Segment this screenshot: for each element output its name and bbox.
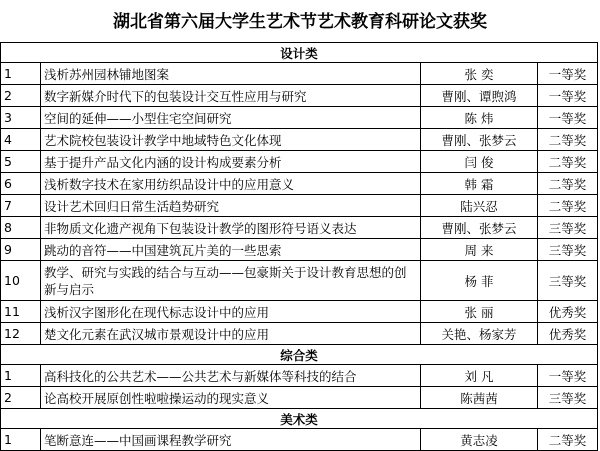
table-row xyxy=(1,429,598,451)
author-name: 陈茜茜 xyxy=(421,387,538,409)
author-name: 韩 霜 xyxy=(421,173,538,195)
author-name: 曹刚、谭煦鸿 xyxy=(421,85,538,107)
prize-level: 一等奖 xyxy=(538,85,598,107)
row-number: 8 xyxy=(1,217,41,239)
row-number: 10 xyxy=(1,261,41,301)
table-row xyxy=(1,195,598,217)
table-row xyxy=(1,85,598,107)
author-name: 关艳、杨家芳 xyxy=(421,323,538,345)
row-number: 1 xyxy=(1,63,41,85)
table-row xyxy=(1,323,598,345)
prize-level: 二等奖 xyxy=(538,129,598,151)
row-number: 7 xyxy=(1,195,41,217)
paper-title: 数字新媒介时代下的包装设计交互性应用与研究 xyxy=(41,85,421,107)
paper-title: 高科技化的公共艺术——公共艺术与新媒体等科技的结合 xyxy=(41,365,421,387)
row-number: 2 xyxy=(1,387,41,409)
table-row xyxy=(1,173,598,195)
row-number: 1 xyxy=(1,429,41,451)
prize-level: 优秀奖 xyxy=(538,323,598,345)
row-number: 3 xyxy=(1,107,41,129)
author-name: 周 来 xyxy=(421,239,538,261)
prize-level: 二等奖 xyxy=(538,429,598,451)
section-header-row xyxy=(1,345,598,365)
table-row xyxy=(1,107,598,129)
paper-title: 浅析苏州园林铺地图案 xyxy=(41,63,421,85)
table-row xyxy=(1,301,598,323)
paper-title: 空间的延伸——小型住宅空间研究 xyxy=(41,107,421,129)
row-number: 2 xyxy=(1,85,41,107)
row-number: 5 xyxy=(1,151,41,173)
awards-table-body xyxy=(1,43,598,451)
author-name: 陆兴忍 xyxy=(421,195,538,217)
author-name: 黄志凌 xyxy=(421,429,538,451)
table-row xyxy=(1,239,598,261)
paper-title: 浅析汉字图形化在现代标志设计中的应用 xyxy=(41,301,421,323)
row-number: 9 xyxy=(1,239,41,261)
author-name: 张 奕 xyxy=(421,63,538,85)
section-header-row xyxy=(1,409,598,429)
paper-title: 设计艺术回归日常生活趋势研究 xyxy=(41,195,421,217)
prize-level: 优秀奖 xyxy=(538,301,598,323)
section-header-row xyxy=(1,43,598,63)
paper-title: 论高校开展原创性啦啦操运动的现实意义 xyxy=(41,387,421,409)
paper-title: 笔断意连——中国画课程教学研究 xyxy=(41,429,421,451)
section-header: 综合类 xyxy=(1,345,598,365)
paper-title: 浅析数字技术在家用纺织品设计中的应用意义 xyxy=(41,173,421,195)
prize-level: 二等奖 xyxy=(538,173,598,195)
author-name: 陈 炜 xyxy=(421,107,538,129)
row-number: 6 xyxy=(1,173,41,195)
table-row xyxy=(1,151,598,173)
row-number: 11 xyxy=(1,301,41,323)
prize-level: 一等奖 xyxy=(538,63,598,85)
row-number: 1 xyxy=(1,365,41,387)
section-header: 设计类 xyxy=(1,43,598,63)
table-row xyxy=(1,387,598,409)
row-number: 4 xyxy=(1,129,41,151)
prize-level: 三等奖 xyxy=(538,387,598,409)
prize-level: 三等奖 xyxy=(538,217,598,239)
author-name: 曹刚、张梦云 xyxy=(421,129,538,151)
prize-level: 三等奖 xyxy=(538,261,598,301)
paper-title: 艺术院校包装设计教学中地域特色文化体现 xyxy=(41,129,421,151)
table-row xyxy=(1,365,598,387)
prize-level: 一等奖 xyxy=(538,365,598,387)
author-name: 闫 俊 xyxy=(421,151,538,173)
table-row xyxy=(1,261,598,301)
section-header: 美术类 xyxy=(1,409,598,429)
author-name: 刘 凡 xyxy=(421,365,538,387)
paper-title: 基于提升产品文化内涵的设计构成要素分析 xyxy=(41,151,421,173)
table-row xyxy=(1,63,598,85)
page-title: 湖北省第六届大学生艺术节艺术教育科研论文获奖 xyxy=(113,12,487,32)
prize-level: 二等奖 xyxy=(538,195,598,217)
prize-level: 二等奖 xyxy=(538,151,598,173)
row-number: 12 xyxy=(1,323,41,345)
author-name: 曹刚、张梦云 xyxy=(421,217,538,239)
table-row xyxy=(1,129,598,151)
paper-title: 跳动的音符——中国建筑瓦片美的一些思索 xyxy=(41,239,421,261)
paper-title: 非物质文化遗产视角下包装设计教学的图形符号语义表达 xyxy=(41,217,421,239)
awards-table xyxy=(0,42,598,451)
paper-title: 教学、研究与实践的结合与互动——包豪斯关于设计教育思想的创新与启示 xyxy=(41,261,421,301)
prize-level: 三等奖 xyxy=(538,239,598,261)
author-name: 张 丽 xyxy=(421,301,538,323)
author-name: 杨 菲 xyxy=(421,261,538,301)
table-row xyxy=(1,217,598,239)
prize-level: 一等奖 xyxy=(538,107,598,129)
paper-title: 楚文化元素在武汉城市景观设计中的应用 xyxy=(41,323,421,345)
